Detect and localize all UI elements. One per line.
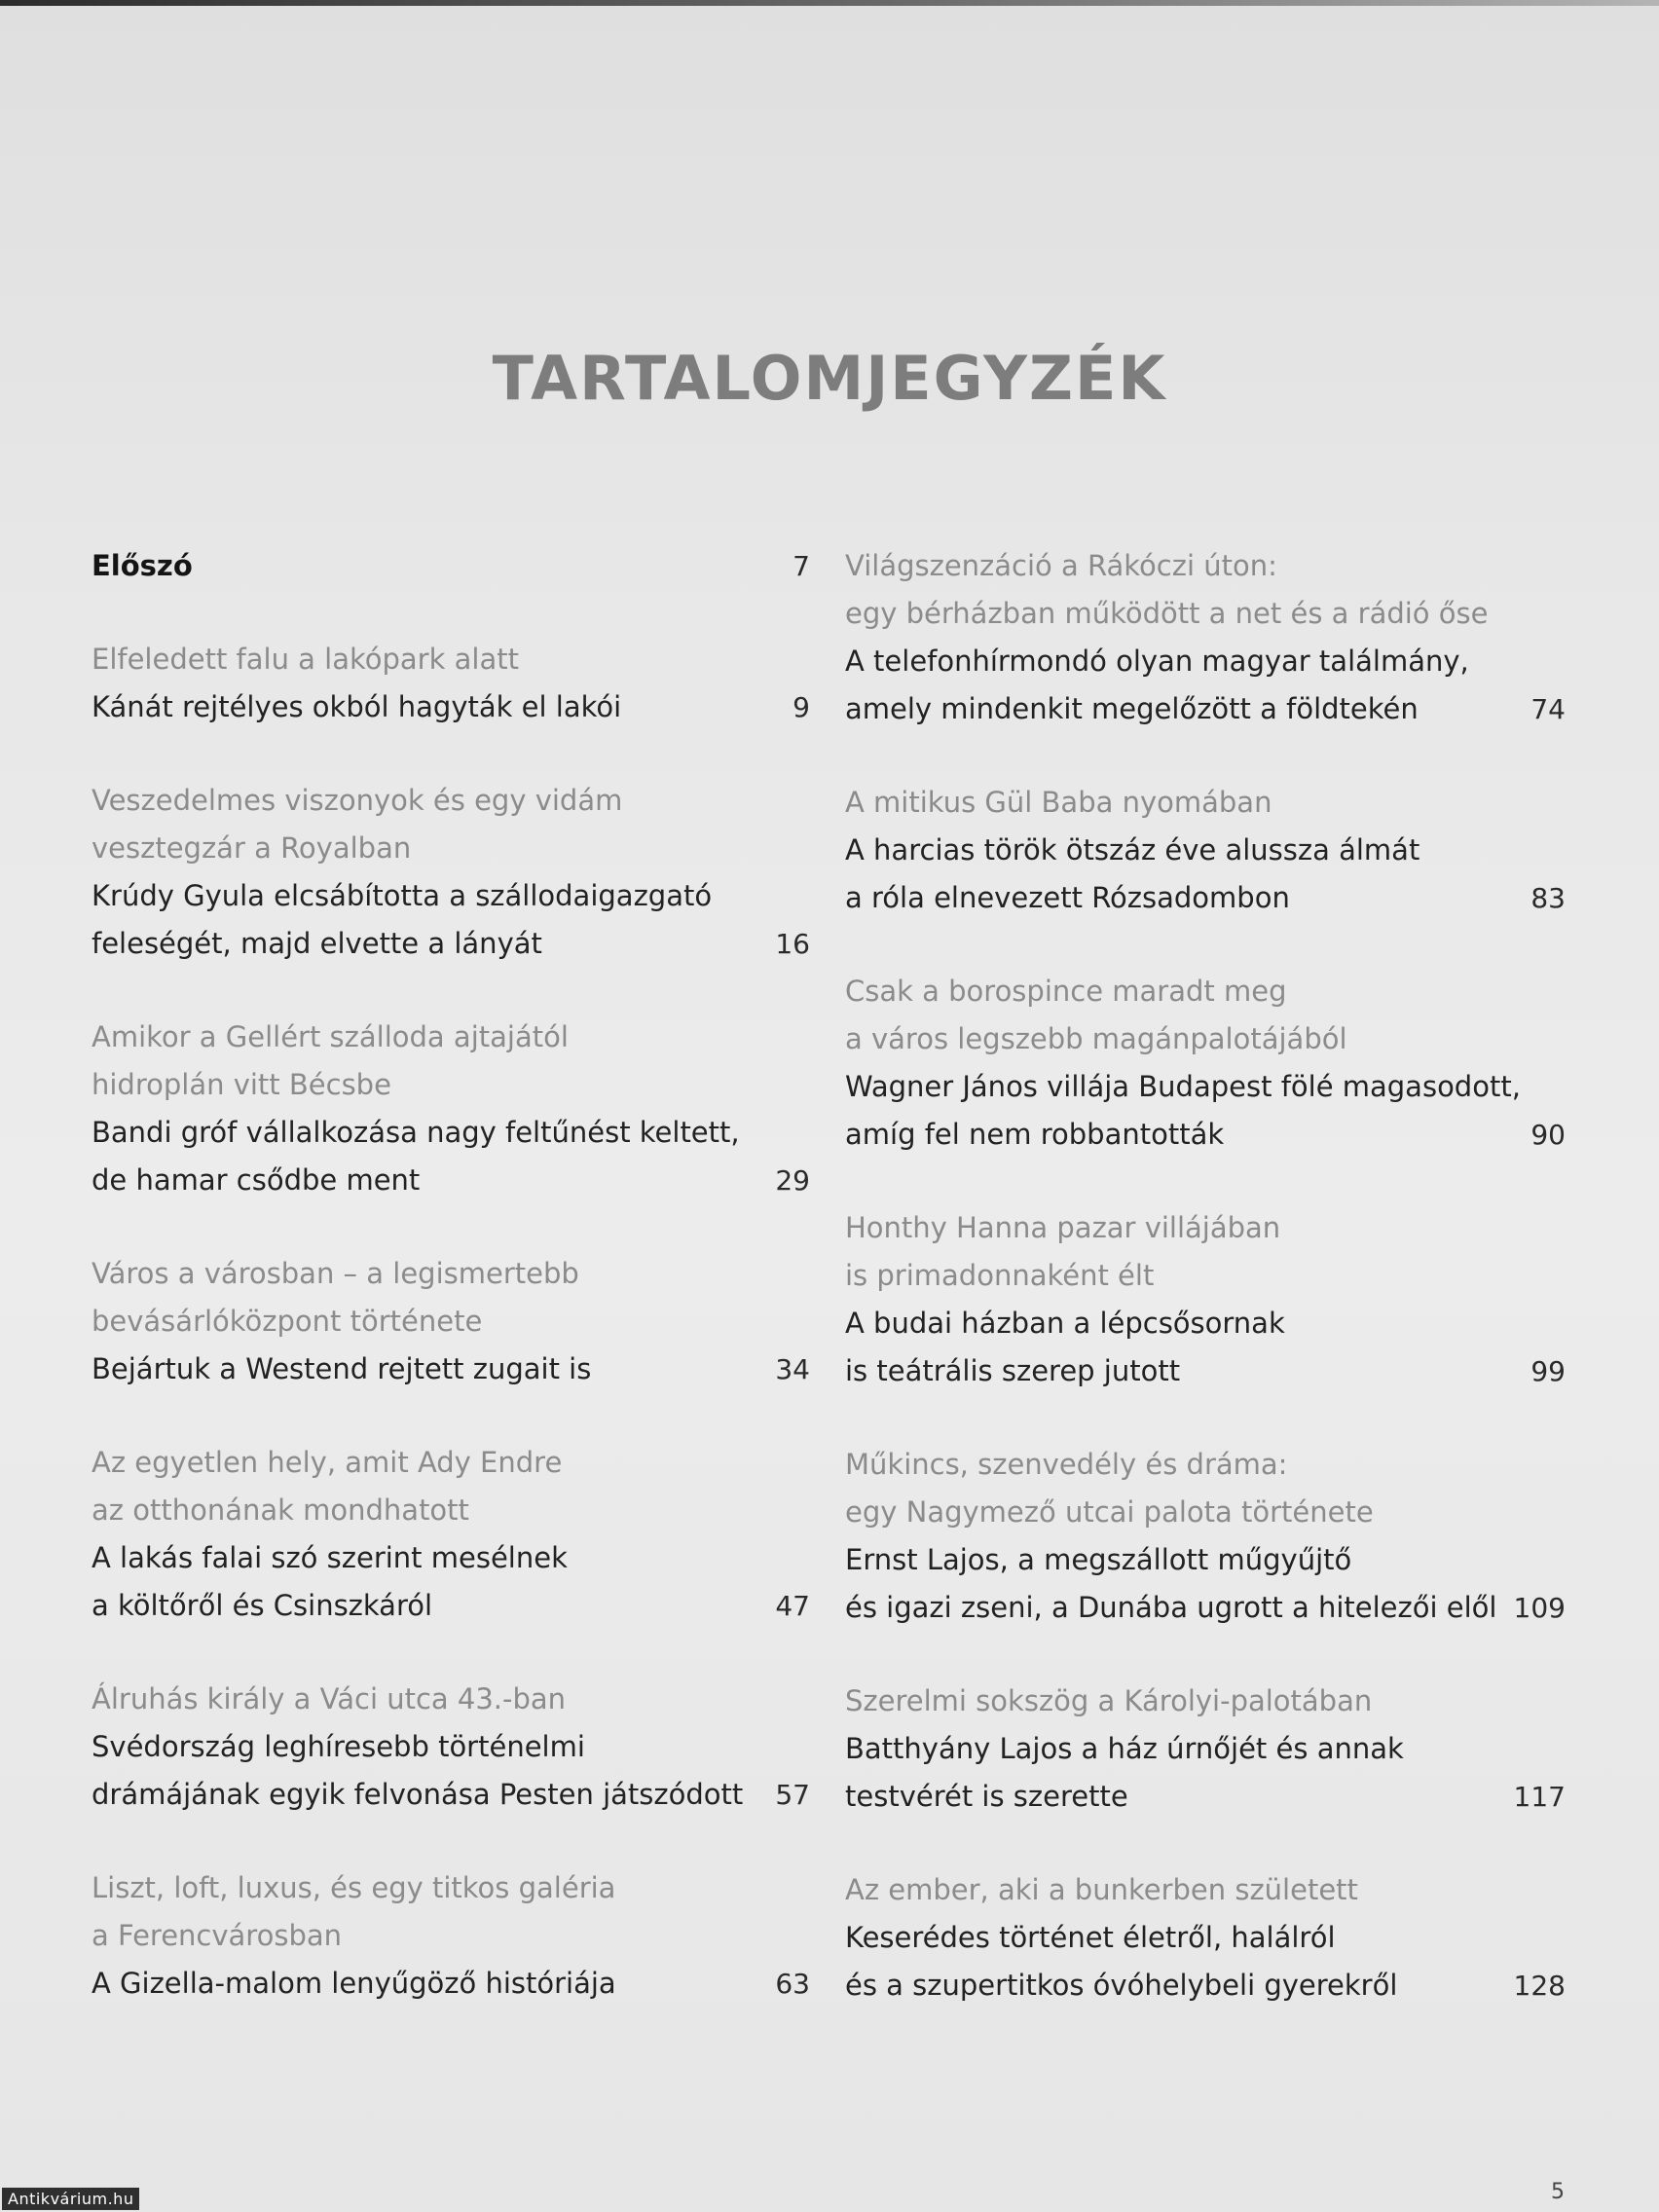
toc-left-column bbox=[92, 542, 810, 2053]
entry-subtitle: amíg fel nem robbantották bbox=[845, 1118, 1225, 1151]
entry-subtitle: Bejártuk a Westend rejtett zugait is bbox=[92, 1352, 592, 1385]
toc-entry bbox=[92, 777, 810, 968]
entry-page-number: 74 bbox=[1530, 693, 1566, 725]
entry-page-number: 16 bbox=[775, 928, 810, 960]
toc-entry bbox=[92, 636, 810, 731]
entry-subtitle: A Gizella-malom lenyűgöző históriája bbox=[92, 1967, 616, 2000]
entry-title: egy Nagymező utcai palota története bbox=[845, 1495, 1374, 1529]
toc-entry bbox=[92, 1864, 810, 2008]
entry-subtitle: Keserédes történet életről, halálról bbox=[845, 1921, 1336, 1954]
page-top-edge bbox=[0, 0, 1659, 6]
page-title: TARTALOMJEGYZÉK bbox=[492, 343, 1167, 414]
entry-title: Álruhás király a Váci utca 43.-ban bbox=[92, 1682, 567, 1715]
toc-entry bbox=[845, 968, 1566, 1159]
entry-title: az otthonának mondhatott bbox=[92, 1493, 469, 1527]
entry-subtitle: is teátrális szerep jutott bbox=[845, 1354, 1181, 1387]
entry-title: Elfeledett falu a lakópark alatt bbox=[92, 643, 519, 676]
entry-subtitle: Krúdy Gyula elcsábította a szállodaigazgató bbox=[92, 879, 713, 912]
entry-title: Világszenzáció a Rákóczi úton: bbox=[845, 549, 1277, 582]
entry-subtitle: Wagner János villája Budapest fölé magasodott, bbox=[845, 1070, 1521, 1103]
page-number: 5 bbox=[1551, 2180, 1565, 2204]
entry-page-number: 7 bbox=[793, 550, 810, 582]
entry-title: Csak a borospince maradt meg bbox=[845, 975, 1287, 1008]
toc-entry bbox=[845, 1204, 1566, 1395]
watermark: Antikvárium.hu bbox=[2, 2188, 139, 2210]
entry-title: Veszedelmes viszonyok és egy vidám bbox=[92, 784, 623, 817]
entry-subtitle: drámájának egyik felvonása Pesten játszódott bbox=[92, 1778, 744, 1811]
entry-subtitle: feleségét, majd elvette a lányát bbox=[92, 927, 542, 960]
entry-title: Az egyetlen hely, amit Ady Endre bbox=[92, 1446, 563, 1479]
toc-entry bbox=[845, 1677, 1566, 1821]
toc-entry bbox=[92, 1439, 810, 1630]
entry-title: vesztegzár a Royalban bbox=[92, 831, 412, 865]
entry-title: Előszó bbox=[92, 549, 193, 582]
entry-subtitle: Ernst Lajos, a megszállott műgyűjtő bbox=[845, 1543, 1352, 1576]
entry-subtitle: A harcias török ötszáz éve alussza álmát bbox=[845, 833, 1420, 866]
entry-page-number: 128 bbox=[1513, 1970, 1566, 2002]
entry-title: hidroplán vitt Bécsbe bbox=[92, 1068, 391, 1101]
entry-title: Műkincs, szenvedély és dráma: bbox=[845, 1448, 1288, 1481]
entry-title: Szerelmi sokszög a Károlyi-palotában bbox=[845, 1684, 1373, 1717]
entry-title: a város legszebb magánpalotájából bbox=[845, 1022, 1347, 1055]
toc-entry bbox=[92, 1014, 810, 1204]
entry-subtitle: a róla elnevezett Rózsadombon bbox=[845, 881, 1290, 914]
entry-subtitle: Kánát rejtélyes okból hagyták el lakói bbox=[92, 690, 622, 723]
entry-page-number: 63 bbox=[775, 1968, 810, 2000]
entry-title: Város a városban – a legismertebb bbox=[92, 1257, 579, 1290]
entry-title: Amikor a Gellért szálloda ajtajától bbox=[92, 1020, 569, 1053]
toc-entry bbox=[845, 1866, 1566, 2009]
entry-page-number: 47 bbox=[775, 1590, 810, 1622]
entry-page-number: 57 bbox=[775, 1779, 810, 1811]
entry-page-number: 9 bbox=[793, 691, 810, 723]
entry-title: Liszt, loft, luxus, és egy titkos galéria bbox=[92, 1871, 616, 1904]
entry-title: A mitikus Gül Baba nyomában bbox=[845, 786, 1272, 819]
entry-title: Az ember, aki a bunkerben született bbox=[845, 1873, 1358, 1906]
entry-subtitle: és igazi zseni, a Dunába ugrott a hitelezői elől bbox=[845, 1591, 1497, 1624]
toc-entry bbox=[845, 779, 1566, 922]
entry-subtitle: de hamar csődbe ment bbox=[92, 1163, 421, 1197]
entry-page-number: 117 bbox=[1513, 1781, 1566, 1813]
entry-page-number: 90 bbox=[1530, 1119, 1566, 1151]
toc-right-column bbox=[845, 542, 1566, 2055]
entry-page-number: 83 bbox=[1530, 882, 1566, 914]
entry-subtitle: Batthyány Lajos a ház úrnőjét és annak bbox=[845, 1732, 1404, 1765]
entry-subtitle: Svédország leghíresebb történelmi bbox=[92, 1730, 585, 1763]
entry-subtitle: A telefonhírmondó olyan magyar találmány, bbox=[845, 645, 1469, 678]
entry-title: is primadonnaként élt bbox=[845, 1259, 1155, 1292]
entry-title: Honthy Hanna pazar villájában bbox=[845, 1211, 1281, 1244]
entry-title: bevásárlóközpont története bbox=[92, 1305, 483, 1338]
entry-subtitle: A budai házban a lépcsősornak bbox=[845, 1307, 1285, 1340]
toc-entry bbox=[92, 1676, 810, 1819]
entry-title: a Ferencvárosban bbox=[92, 1919, 343, 1952]
entry-page-number: 109 bbox=[1513, 1592, 1566, 1624]
entry-subtitle: a költőről és Csinszkáról bbox=[92, 1589, 433, 1622]
entry-subtitle: és a szupertitkos óvóhelybeli gyerekről bbox=[845, 1969, 1398, 2002]
entry-subtitle: testvérét is szerette bbox=[845, 1780, 1128, 1813]
entry-subtitle: A lakás falai szó szerint mesélnek bbox=[92, 1541, 568, 1574]
entry-page-number: 99 bbox=[1530, 1355, 1566, 1387]
entry-subtitle: Bandi gróf vállalkozása nagy feltűnést keltett, bbox=[92, 1116, 740, 1149]
entry-page-number: 34 bbox=[775, 1353, 810, 1385]
toc-entry bbox=[845, 542, 1566, 733]
entry-subtitle: amely mindenkit megelőzött a földtekén bbox=[845, 692, 1419, 725]
entry-page-number: 29 bbox=[775, 1164, 810, 1197]
toc-entry bbox=[845, 1441, 1566, 1632]
toc-entry bbox=[92, 1250, 810, 1393]
entry-title: egy bérházban működött a net és a rádió őse bbox=[845, 597, 1489, 630]
toc-entry bbox=[92, 542, 810, 590]
